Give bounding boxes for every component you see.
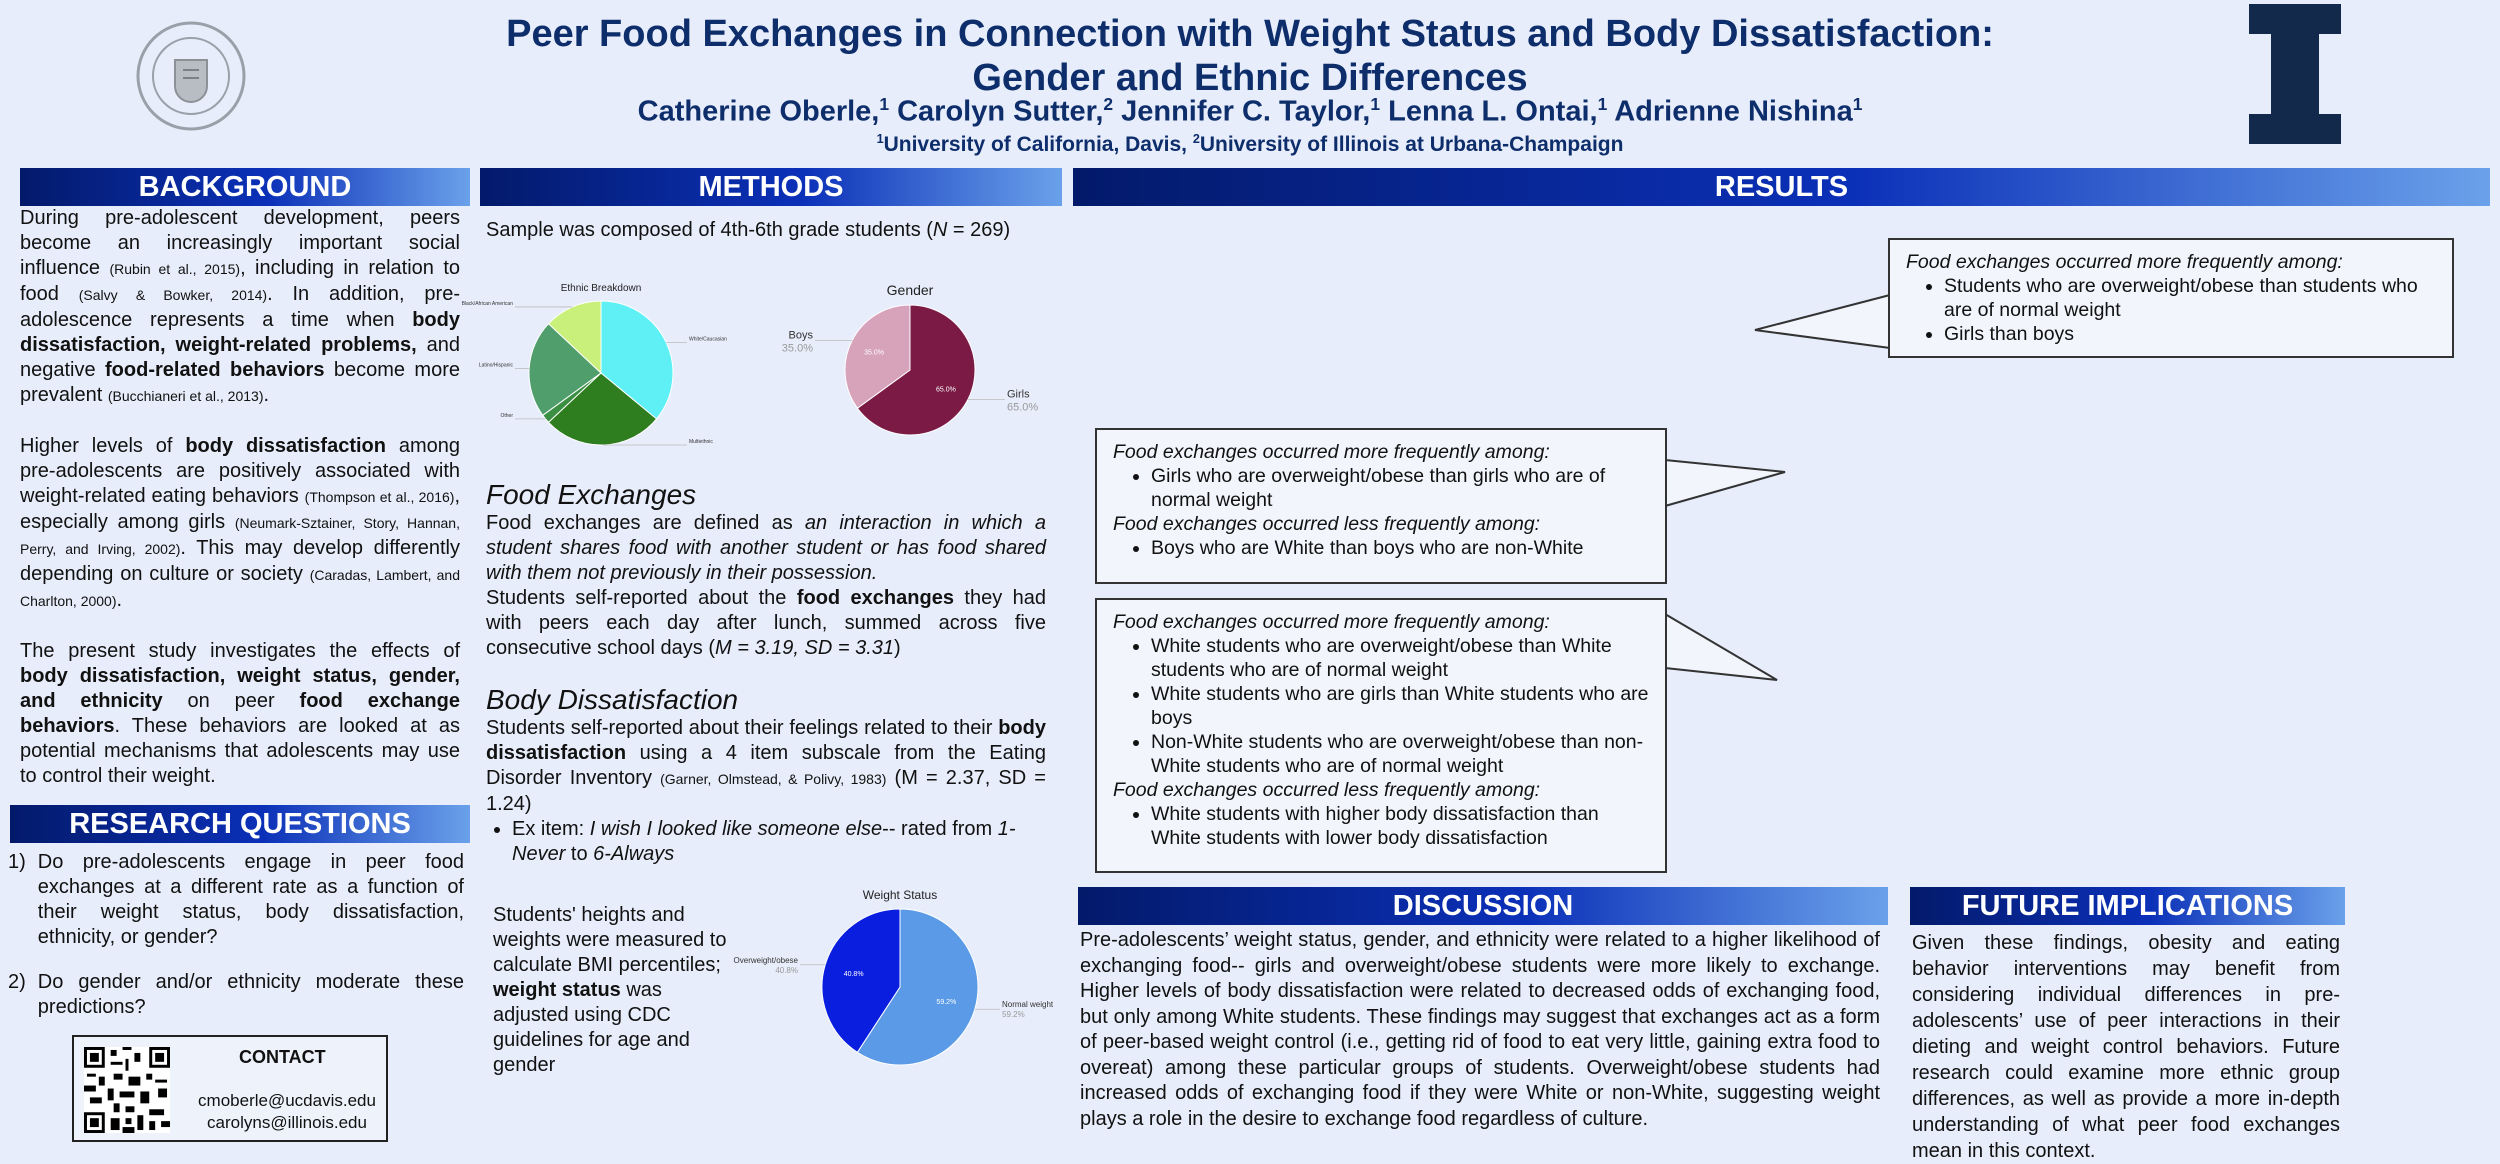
affil-sup-1: 1 [876, 132, 884, 146]
fe-text: Students self-reported about the [486, 587, 797, 609]
author-name: Catherine Oberle, [637, 95, 880, 128]
text-run: . This may develop differently depending on culture or society [20, 537, 460, 585]
callout-lead: Food exchanges occurred more frequently among: [1113, 441, 1550, 463]
slice-category-label: Latino/Hispanic [478, 362, 513, 369]
pie-title: Gender [886, 282, 934, 298]
text-run: , especially among girls [20, 485, 460, 533]
bold-phrase: food-related behaviors [105, 359, 325, 381]
affil-1: University of California, Davis, [883, 133, 1193, 156]
rq-text: Do pre-adolescents engage in peer food exchanges at a different rate as a function of their weight status, body dissatisfaction, ethnicity, or gender? [37, 851, 464, 948]
text-run: The present study investigates the effects of [20, 640, 460, 662]
bd-citation: (Garner, Olmstead, & Polivy, 1983) [660, 771, 887, 787]
text-run: . [263, 384, 270, 406]
ex-em: I wish I looked like someone else [589, 818, 883, 840]
bold-phrase: body dissatisfaction [185, 435, 386, 457]
rq-number: 1) [8, 851, 26, 873]
bd-text: using a 4 item subscale from the Eating Disorder Inventory [486, 742, 1046, 789]
fe-text: ) [894, 637, 901, 659]
background-paragraph-3 [20, 639, 460, 789]
title-line-1: Peer Food Exchanges in Connection with Weight Status and Body Dissatisfaction: [506, 13, 1994, 55]
bold-phrase: food exchange behaviors [20, 690, 460, 737]
ex-text: to [565, 843, 594, 865]
author-name: Adrienne Nishina [1607, 95, 1853, 128]
callout-item: • Students who are overweight/obese than students who are of normal weight [1944, 274, 2436, 322]
text-run: . These behaviors are looked at as potential mechanisms that adolescents may use to control their weight. [20, 715, 460, 787]
ws-text: Students' heights and weights were measured to calculate BMI percentiles; [493, 904, 727, 976]
title-line-2: Gender and Ethnic Differences [972, 57, 1528, 99]
citation: (Bucchianeri et al., 2013) [107, 388, 264, 404]
bd-bold: body dissatisfaction [486, 717, 1046, 764]
author-affil-sup: 1 [1370, 94, 1381, 114]
slice-category-label: Girls [1007, 388, 1030, 401]
text-run: , including in relation to food [20, 257, 460, 305]
text-run: among pre-adolescents are positively associated with weight-related eating behaviors [20, 435, 460, 507]
text-run: on peer [162, 690, 300, 712]
discussion-text: Pre-adolescents’ weight status, gender, and ethnicity were related to a higher likelihood of exchanging food-- girls and overweight/obese students were more likely to exchange. Higher levels of body dissatisfaction were related to decreased odds of exchanging food, but only among White students. These findings may suggest that exchanges act as a form of peer-based weight control (i.e., getting rid of food to eat very little, gaining extra food to overeat) among these particular groups of students. Overweight/obese students had increased odds of exchanging food if they were White or non-White, suggesting weight plays a role in the desire to exchange food regardless of culture. [1080, 929, 1880, 1130]
gender-pie-chart [770, 270, 1070, 445]
future-implications-heading: FUTURE IMPLICATIONS [1910, 887, 2345, 925]
rq1-callout [1888, 238, 2454, 358]
slice-category-label: Boys [788, 329, 813, 342]
discussion-heading: DISCUSSION [1078, 887, 1888, 925]
sample-n: N [932, 219, 948, 241]
author-affil-sup: 2 [1103, 94, 1114, 114]
citation: (Salvy & Bowker, 2014) [78, 287, 268, 303]
slice-category-label: Multiethnic [689, 438, 713, 445]
research-question-item [8, 970, 464, 1020]
slice-percent-label: 40.8% [775, 965, 798, 975]
citation: (Neumark-Sztainer, Story, Hannan, Perry, and Irving, 2002) [20, 515, 460, 557]
weight-status-description [493, 903, 743, 1078]
callout-item: • Girls than boys [1944, 322, 2436, 346]
body-dissatisfaction-measure [486, 716, 1046, 817]
pie-title: Ethnic Breakdown [560, 283, 642, 294]
food-exchanges-heading: Food Exchanges [486, 479, 697, 510]
slice-category-label: Overweight/obese [733, 955, 798, 965]
text-run: . [116, 589, 123, 611]
callout-item: • White students who are overweight/obese than White students who are of normal weight [1151, 634, 1649, 682]
callout-lead: Food exchanges occurred more frequently among: [1906, 251, 2343, 273]
pie-title: Weight Status [862, 888, 938, 902]
callout-item: • Girls who are overweight/obese than girls who are of normal weight [1151, 464, 1649, 512]
text-run: become more prevalent [20, 359, 460, 406]
fe-bold: food exchanges [796, 587, 954, 609]
poster-title [420, 12, 2080, 100]
fe-definition: an interaction in which a student shares food with another student or has food shared with them not previously in their possession. [486, 512, 1046, 584]
ex-em: 6-Always [593, 843, 675, 865]
contact-email-1[interactable]: cmoberle@ucdavis.edu [198, 1091, 376, 1110]
food-exchanges-measure [486, 586, 1046, 661]
ethnic-breakdown-pie-chart [461, 270, 736, 445]
bd-stats: (M = 2.37, SD = 1.24) [486, 767, 1046, 815]
author-name: Jennifer C. Taylor, [1113, 95, 1371, 128]
callout-item: • White students who are girls than White students who are boys [1151, 682, 1649, 730]
affil-2: University of Illinois at Urbana-Champaign [1199, 133, 1624, 156]
results-heading: RESULTS [1073, 168, 2490, 206]
fe-text: they had with peers each day after lunch, summed across five consecutive school days ( [486, 587, 1046, 659]
fe-stats: M = 3.19, SD = 3.31 [715, 637, 895, 659]
callout-pointer [1755, 280, 1895, 360]
methods-heading: METHODS [480, 168, 1062, 206]
rq-number: 2) [8, 971, 26, 993]
background-heading: BACKGROUND [20, 168, 470, 206]
bd-text: Students self-reported about their feelings related to their [486, 717, 999, 739]
callout-lead: Food exchanges occurred more frequently among: [1113, 611, 1550, 633]
rq2-gender-forest-plot [1660, 398, 2500, 643]
callout-item: • Boys who are White than boys who are non-White [1151, 536, 1649, 560]
slice-percent-label: 59.2% [1002, 1010, 1025, 1020]
citation: (Rubin et al., 2015) [109, 261, 241, 277]
citation: (Caradas, Lambert, and Charlton, 2000) [20, 567, 461, 609]
citation: (Thompson et al., 2016) [304, 489, 455, 505]
ws-bold: weight status [493, 979, 621, 1001]
weight-status-pie-chart [733, 885, 1060, 1070]
text-run: Higher levels of [20, 435, 186, 457]
author-list [420, 94, 2080, 129]
callout-item: • Non-White students who are overweight/obese than non-White students who are of normal weight [1151, 730, 1649, 778]
sample-text: Sample was composed of 4th-6th grade students ( [486, 219, 933, 241]
slice-label: 40.8% [843, 971, 864, 979]
slice-label: 59.2% [936, 998, 957, 1006]
fe-text: Food exchanges are defined as [486, 512, 805, 534]
qr-code-icon [84, 1047, 170, 1133]
slice-label: 35.0% [864, 349, 885, 357]
food-exchanges-definition [486, 511, 1046, 586]
callout-pointer [1665, 610, 1795, 690]
slice-category-label: White/Caucasian [689, 336, 727, 343]
rq2-ethnicity-callout [1095, 598, 1667, 873]
author-affil-sup: 1 [1852, 94, 1863, 114]
author-name: Carolyn Sutter, [889, 95, 1104, 128]
rq2-gender-callout [1095, 428, 1667, 584]
bold-phrase: body dissatisfaction, weight-related problems, [20, 309, 460, 356]
uc-davis-seal-logo [135, 20, 247, 132]
slice-category-label: Black/African American [461, 300, 513, 307]
research-question-item [8, 850, 464, 950]
callout-lead: Food exchanges occurred less frequently among: [1113, 779, 1541, 801]
slice-label: 65.0% [935, 386, 956, 394]
text-run: During pre-adolescent development, peers become an increasingly important social influence [20, 207, 460, 279]
research-questions-heading: RESEARCH QUESTIONS [10, 805, 470, 843]
ex-em: 1-Never [512, 818, 1016, 865]
contact-box [72, 1035, 388, 1142]
bold-phrase: body dissatisfaction, weight status, gender, and ethnicity [20, 665, 460, 712]
sample-count: = 269) [947, 219, 1011, 241]
illinois-i-logo [2245, 0, 2345, 148]
background-paragraph-1 [20, 206, 460, 409]
slice-percent-label: 65.0% [1007, 401, 1039, 414]
text-run: and negative [20, 334, 460, 381]
future-implications-text: Given these findings, obesity and eating behavior interventions may benefit from considering individual differences in pre-adolescents’ use of peer interactions in their dieting and weight control behaviors. Future research could examine more ethnic group differences, as well as provide a more in-depth understanding of what peer food exchanges mean in this context. [1912, 932, 2340, 1162]
callout-item: • White students with higher body dissatisfaction than White students with lower body dissatisfaction [1151, 802, 1649, 850]
body-dissatisfaction-heading: Body Dissatisfaction [486, 684, 739, 715]
sample-description [486, 218, 1066, 243]
ex-text: -- rated from [882, 818, 998, 840]
callout-lead: Food exchanges occurred less frequently among: [1113, 513, 1541, 535]
slice-category-label: Normal weight [1002, 1000, 1054, 1010]
slice-percent-label: 35.0% [781, 342, 813, 355]
research-question-list [8, 850, 464, 1020]
affil-sup-2: 2 [1192, 132, 1200, 146]
ws-text: was adjusted using CDC guidelines for age and gender [493, 979, 690, 1076]
contact-heading: CONTACT [239, 1047, 326, 1067]
ex-text: Ex item: [512, 818, 590, 840]
callout-pointer [1665, 440, 1795, 520]
example-item [512, 817, 1046, 867]
background-paragraph-2 [20, 434, 460, 614]
text-run: . In addition, pre-adolescence represents a time when [20, 283, 460, 331]
rq-text: Do gender and/or ethnicity moderate these predictions? [37, 971, 464, 1018]
author-affil-sup: 1 [879, 94, 890, 114]
affiliations [420, 132, 2080, 157]
author-affil-sup: 1 [1597, 94, 1608, 114]
slice-category-label: Other [500, 412, 513, 419]
author-name: Lenna L. Ontai, [1380, 95, 1598, 128]
contact-email-2[interactable]: carolyns@illinois.edu [207, 1113, 367, 1132]
